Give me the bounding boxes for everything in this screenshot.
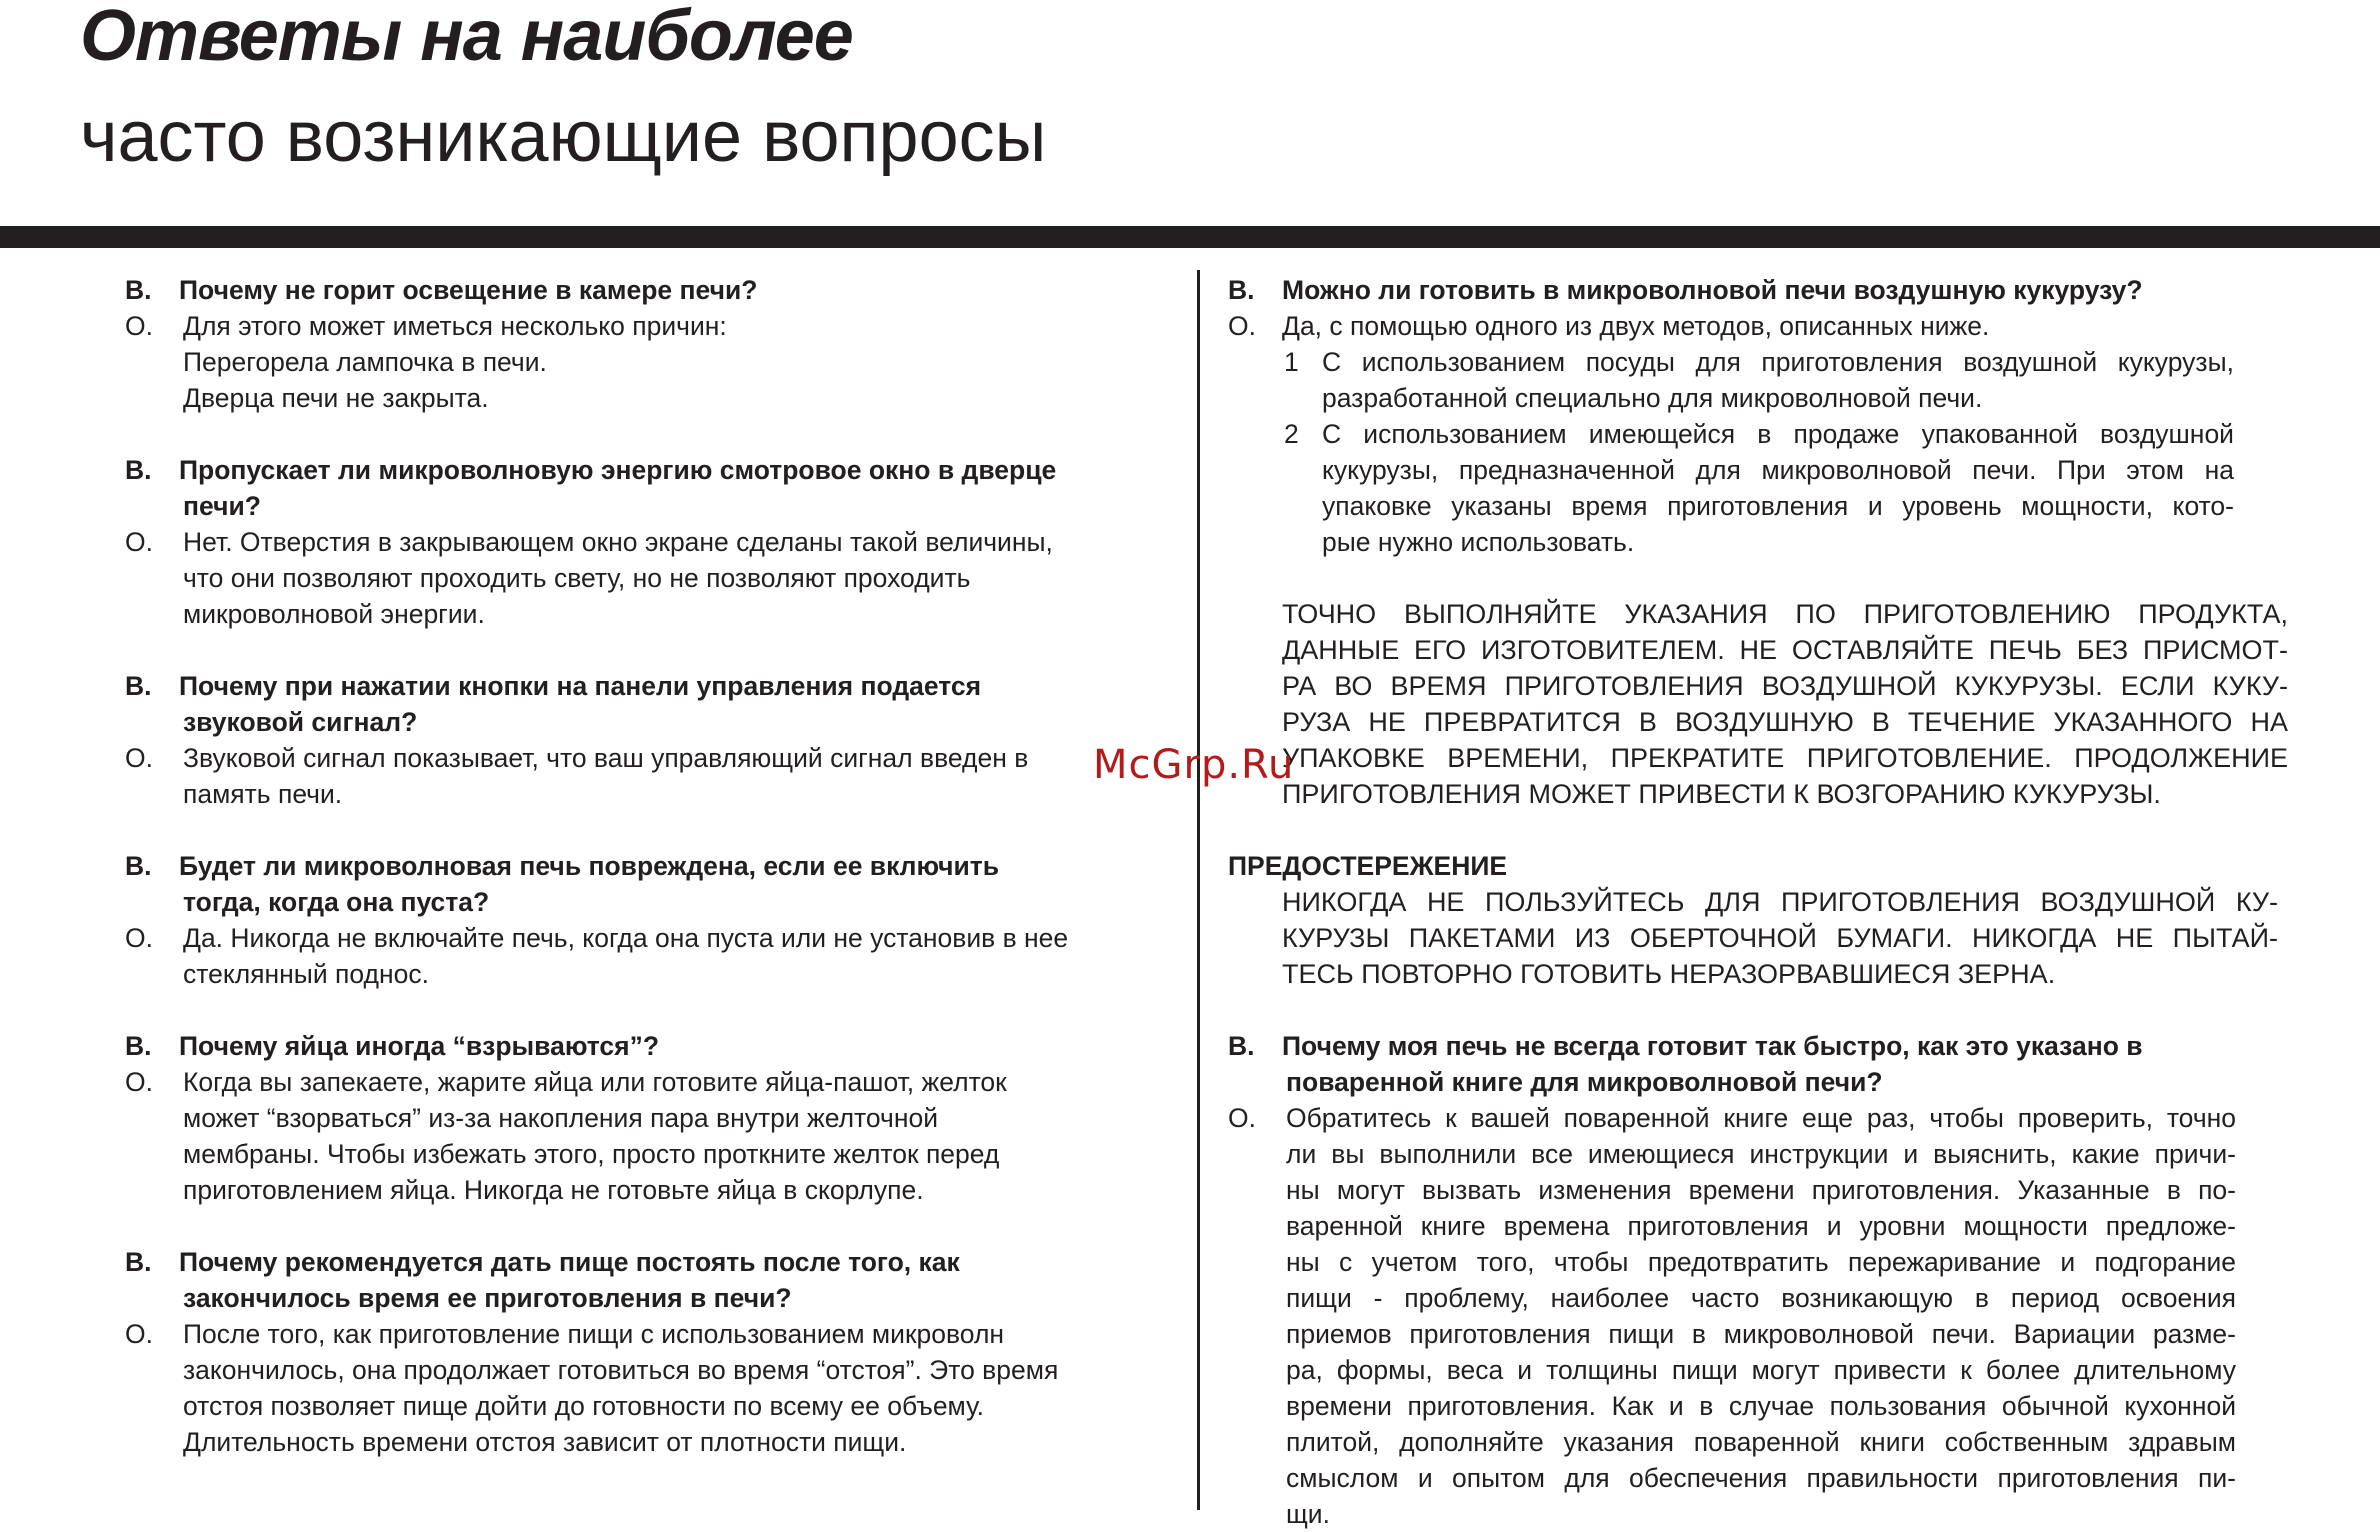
answer-text: Для этого может иметься несколько причин:	[183, 311, 727, 341]
answer-text: пищи - проблему, наиболее часто возникающую в период освоения	[1286, 1283, 2236, 1313]
answer-text: закончилось, она продолжает готовиться во время “отстоя”. Это время	[183, 1355, 1059, 1385]
list-item-text: разработанной специально для микроволновой печи.	[1322, 383, 1983, 413]
answer-text: мембраны. Чтобы избежать этого, просто проткните желток перед	[183, 1139, 1000, 1169]
question	[1228, 272, 2308, 308]
answer-text: Когда вы запекаете, жарите яйца или готовите яйца-пашот, желток	[183, 1067, 1007, 1097]
answer-marker: О.	[125, 743, 153, 773]
list-item-text: рые нужно использовать.	[1322, 527, 1635, 557]
caution-text: УПАКОВКЕ ВРЕМЕНИ, ПРЕКРАТИТЕ ПРИГОТОВЛЕНИЕ. ПРОДОЛЖЕНИЕ	[1282, 743, 2288, 773]
answer	[125, 740, 1135, 776]
list-item-text: кукурузы, предназначенной для микроволновой печи. При этом на	[1322, 455, 2234, 485]
list-number: 1	[1284, 347, 1299, 377]
question-text: Почему яйца иногда “взрываются”?	[179, 1031, 660, 1061]
question-text: Можно ли готовить в микроволновой печи воздушную кукурузу?	[1282, 275, 2143, 305]
column-divider	[1197, 270, 1200, 1510]
answer-text: приготовлением яйца. Никогда не готовьте яйца в скорлупе.	[183, 1175, 924, 1205]
answer-text: Да. Никогда не включайте печь, когда она пуста или не установив в нее	[183, 923, 1069, 953]
answer-text: смыслом и опытом для обеспечения правильности приготовления пи-	[1286, 1463, 2236, 1493]
question	[125, 1244, 1135, 1280]
question-marker: В.	[1228, 275, 1255, 305]
question	[125, 668, 1135, 704]
warning-text: НИКОГДА НЕ ПОЛЬЗУЙТЕСЬ ДЛЯ ПРИГОТОВЛЕНИЯ ВОЗДУШНОЙ КУ-	[1282, 887, 2278, 917]
watermark: McGrp.Ru	[1093, 742, 1295, 788]
answer	[125, 920, 1135, 956]
question	[125, 272, 1135, 308]
right-column	[1228, 272, 2308, 1532]
question-text: поваренной книге для микроволновой печи?	[1286, 1067, 1883, 1097]
list-item-text: С использованием посуды для приготовления воздушной кукурузы,	[1322, 347, 2234, 377]
answer-text: Нет. Отверстия в закрывающем окно экране сделаны такой величины,	[183, 527, 1053, 557]
question	[125, 848, 1135, 884]
answer-text: может “взорваться” из-за накопления пара внутри желточной	[183, 1103, 939, 1133]
answer-text: Звуковой сигнал показывает, что ваш управляющий сигнал введен в	[183, 743, 1029, 773]
question-marker: В.	[125, 671, 152, 701]
answer	[125, 308, 1135, 344]
question-text: Почему моя печь не всегда готовит так быстро, как это указано в	[1282, 1031, 2143, 1061]
answer-text: Дверца печи не закрыта.	[183, 383, 489, 413]
warning-text: КУРУЗЫ ПАКЕТАМИ ИЗ ОБЕРТОЧНОЙ БУМАГИ. НИКОГДА НЕ ПЫТАЙ-	[1282, 923, 2278, 953]
question-text: Будет ли микроволновая печь повреждена, если ее включить	[179, 851, 1000, 881]
answer-text: Длительность времени отстоя зависит от плотности пищи.	[183, 1427, 907, 1457]
question-marker: В.	[125, 851, 152, 881]
question-text: закончилось время ее приготовления в печи?	[183, 1283, 792, 1313]
answer-text: ли вы выполнили все имеющиеся инструкции и выяснить, какие причи-	[1286, 1139, 2236, 1169]
answer-text: щи.	[1286, 1499, 1330, 1529]
answer-text: приемов приготовления пищи в микроволновой печи. Вариации разме-	[1286, 1319, 2236, 1349]
list-item-text: упаковке указаны время приготовления и уровень мощности, кото-	[1322, 491, 2234, 521]
question-text: печи?	[183, 491, 261, 521]
question-text: звуковой сигнал?	[183, 707, 418, 737]
question-text: Почему не горит освещение в камере печи?	[179, 275, 758, 305]
question-marker: В.	[125, 1031, 152, 1061]
question	[1228, 1028, 2308, 1064]
answer-text: Да, с помощью одного из двух методов, описанных ниже.	[1282, 311, 1990, 341]
question-text: Пропускает ли микроволновую энергию смотровое окно в дверце	[179, 455, 1057, 485]
answer	[1228, 308, 2308, 344]
question	[125, 1028, 1135, 1064]
answer-text: ны с учетом того, чтобы предотвратить пережаривание и подгорание	[1286, 1247, 2236, 1277]
question-text: Почему при нажатии кнопки на панели управления подается	[179, 671, 982, 701]
answer	[125, 524, 1135, 560]
header-rule	[0, 226, 2380, 248]
answer-marker: О.	[1228, 1103, 1256, 1133]
list-number: 2	[1284, 419, 1299, 449]
answer-text: Обратитесь к вашей поваренной книге еще раз, чтобы проверить, точно	[1286, 1103, 2236, 1133]
answer-marker: О.	[125, 311, 153, 341]
left-column	[125, 272, 1135, 1460]
question-marker: В.	[1228, 1031, 1255, 1061]
list-item-text: С использованием имеющейся в продаже упакованной воздушной	[1322, 419, 2234, 449]
answer-text: отстоя позволяет пище дойти до готовности по всему ее объему.	[183, 1391, 985, 1421]
answer-text: времени приготовления. Как и в случае пользования обычной кухонной	[1286, 1391, 2236, 1421]
caution-text: РУЗА НЕ ПРЕВРАТИТСЯ В ВОЗДУШНУЮ В ТЕЧЕНИЕ УКАЗАННОГО НА	[1282, 707, 2288, 737]
caution-text: ПРИГОТОВЛЕНИЯ МОЖЕТ ПРИВЕСТИ К ВОЗГОРАНИЮ КУКУРУЗЫ.	[1282, 779, 2161, 809]
answer-marker: О.	[125, 1067, 153, 1097]
warning-title: ПРЕДОСТЕРЕЖЕНИЕ	[1228, 851, 1508, 881]
question-text: тогда, когда она пуста?	[183, 887, 490, 917]
page-title: Ответы на наиболее	[80, 0, 853, 76]
page-subtitle: часто возникающие вопросы	[80, 97, 1047, 177]
answer-marker: О.	[125, 923, 153, 953]
answer	[1228, 1100, 2236, 1136]
answer	[125, 1316, 1135, 1352]
answer-text: память печи.	[183, 779, 343, 809]
answer-text: варенной книге времена приготовления и уровни мощности предложе-	[1286, 1211, 2236, 1241]
answer-text: что они позволяют проходить свету, но не позволяют проходить	[183, 563, 971, 593]
answer-text: После того, как приготовление пищи с использованием микроволн	[183, 1319, 1005, 1349]
answer-marker: О.	[1228, 311, 1256, 341]
answer-text: ны могут вызвать изменения времени приготовления. Указанные в по-	[1286, 1175, 2236, 1205]
warning-text: ТЕСЬ ПОВТОРНО ГОТОВИТЬ НЕРАЗОРВАВШИЕСЯ ЗЕРНА.	[1282, 959, 2056, 989]
answer-text: ра, формы, веса и толщины пищи могут привести к более длительному	[1286, 1355, 2236, 1385]
answer-marker: О.	[125, 527, 153, 557]
answer	[125, 1064, 1135, 1100]
question	[125, 452, 1135, 488]
answer-text: плитой, дополняйте указания поваренной книги собственным здравым	[1286, 1427, 2236, 1457]
answer-text: Перегорела лампочка в печи.	[183, 347, 547, 377]
answer-text: стеклянный поднос.	[183, 959, 429, 989]
caution-text: ТОЧНО ВЫПОЛНЯЙТЕ УКАЗАНИЯ ПО ПРИГОТОВЛЕНИЮ ПРОДУКТА,	[1282, 599, 2288, 629]
question-marker: В.	[125, 1247, 152, 1277]
question-marker: В.	[125, 275, 152, 305]
question-text: Почему рекомендуется дать пище постоять после того, как	[179, 1247, 960, 1277]
caution-text: ДАННЫЕ ЕГО ИЗГОТОВИТЕЛЕМ. НЕ ОСТАВЛЯЙТЕ ПЕЧЬ БЕЗ ПРИСМОТ-	[1282, 635, 2288, 665]
answer-text: микроволновой энергии.	[183, 599, 485, 629]
answer-marker: О.	[125, 1319, 153, 1349]
caution-text: РА ВО ВРЕМЯ ПРИГОТОВЛЕНИЯ ВОЗДУШНОЙ КУКУРУЗЫ. ЕСЛИ КУКУ-	[1282, 671, 2288, 701]
question-marker: В.	[125, 455, 152, 485]
